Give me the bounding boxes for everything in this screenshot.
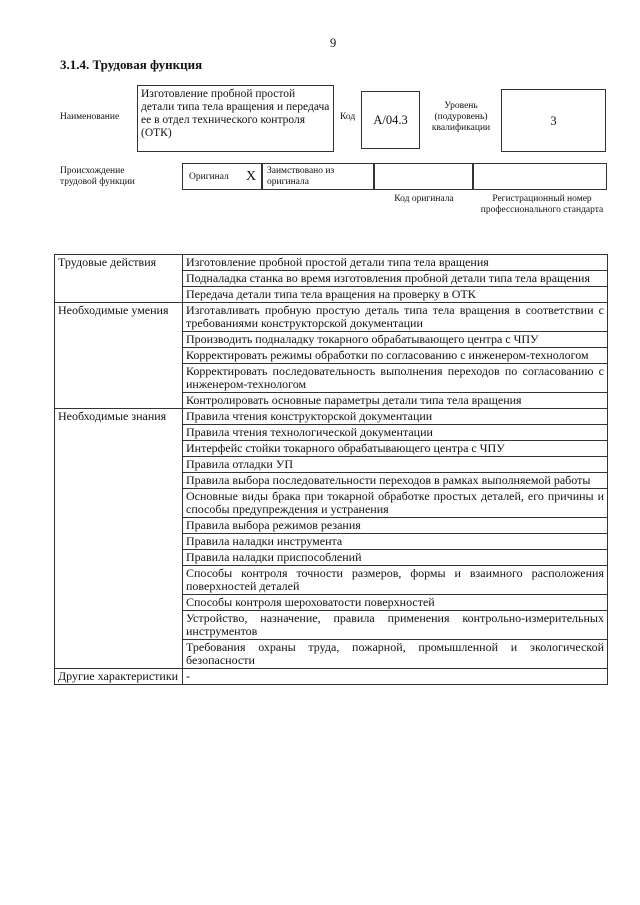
function-name: Изготовление пробной простой детали типа тела вращения и передача ее в отдел технического контроля (ОТК) <box>141 88 330 139</box>
table-cell: Правила выбора режимов резания <box>183 518 608 534</box>
borrowed-label: Заимствовано из оригинала <box>267 166 335 187</box>
table-cell: Интерфейс стойки токарного обрабатывающего центра с ЧПУ <box>183 441 608 457</box>
function-name-box <box>137 85 334 152</box>
original-mark: X <box>246 169 257 184</box>
table-cell: Передача детали типа тела вращения на проверку в ОТК <box>183 287 608 303</box>
table-cell: Способы контроля шероховатости поверхностей <box>183 595 608 611</box>
section-title: 3.1.4. Трудовая функция <box>60 57 203 72</box>
section-label: Трудовые действия <box>55 255 183 303</box>
section-label: Необходимые знания <box>55 409 183 669</box>
code-original-label: Код оригинала <box>394 194 454 204</box>
name-label: Наименование <box>60 112 120 122</box>
code-box <box>361 91 420 149</box>
table-cell: - <box>183 669 608 685</box>
reg-number-cell <box>473 163 607 190</box>
code-value: А/04.3 <box>373 113 408 127</box>
level-box <box>501 89 606 152</box>
table-cell: Изготавливать пробную простую деталь типа тела вращения в соответствии с требованиями конструкторской документации <box>183 303 608 332</box>
table-cell: Изготовление пробной простой детали типа тела вращения <box>183 255 608 271</box>
table-cell: Устройство, назначение, правила применения контрольно-измерительных инструментов <box>183 611 608 640</box>
table-row <box>55 255 608 271</box>
code-label: Код <box>340 112 356 122</box>
level-label: Уровень (подуровень) квалификации <box>431 101 491 133</box>
reg-number-label: Регистрационный номер профессионального стандарта <box>480 194 604 215</box>
page-number: 9 <box>330 36 337 50</box>
table-row <box>55 669 608 685</box>
table-cell: Производить подналадку токарного обрабатывающего центра с ЧПУ <box>183 332 608 348</box>
borrowed-cell <box>262 163 374 190</box>
original-cell <box>182 163 262 190</box>
table-cell: Требования охраны труда, пожарной, промышленной и экологической безопасности <box>183 640 608 669</box>
table-cell: Правила отладки УП <box>183 457 608 473</box>
table-cell: Способы контроля точности размеров, формы и взаимного расположения поверхностей деталей <box>183 566 608 595</box>
labor-function-table <box>54 254 608 685</box>
table-cell: Правила чтения конструкторской документации <box>183 409 608 425</box>
table-cell: Правила выбора последовательности переходов в рамках выполняемой работы <box>183 473 608 489</box>
table-cell: Корректировать режимы обработки по согласованию с инженером-технологом <box>183 348 608 364</box>
original-label: Оригинал <box>189 172 229 182</box>
table-cell: Основные виды брака при токарной обработке простых деталей, его причины и способы предупреждения и устранения <box>183 489 608 518</box>
section-label: Другие характеристики <box>55 669 183 685</box>
table-cell: Правила наладки инструмента <box>183 534 608 550</box>
level-value: 3 <box>550 113 557 128</box>
table-cell: Правила наладки приспособлений <box>183 550 608 566</box>
table-row <box>55 409 608 425</box>
table-cell: Подналадка станка во время изготовления пробной детали типа тела вращения <box>183 271 608 287</box>
table-row <box>55 303 608 332</box>
code-original-cell <box>374 163 473 190</box>
origin-label: Происхождение трудовой функции <box>60 166 135 187</box>
table-cell: Контролировать основные параметры детали типа тела вращения <box>183 393 608 409</box>
table-cell: Правила чтения технологической документации <box>183 425 608 441</box>
section-label: Необходимые умения <box>55 303 183 409</box>
table-cell: Корректировать последовательность выполнения переходов по согласованию с инженером-технологом <box>183 364 608 393</box>
